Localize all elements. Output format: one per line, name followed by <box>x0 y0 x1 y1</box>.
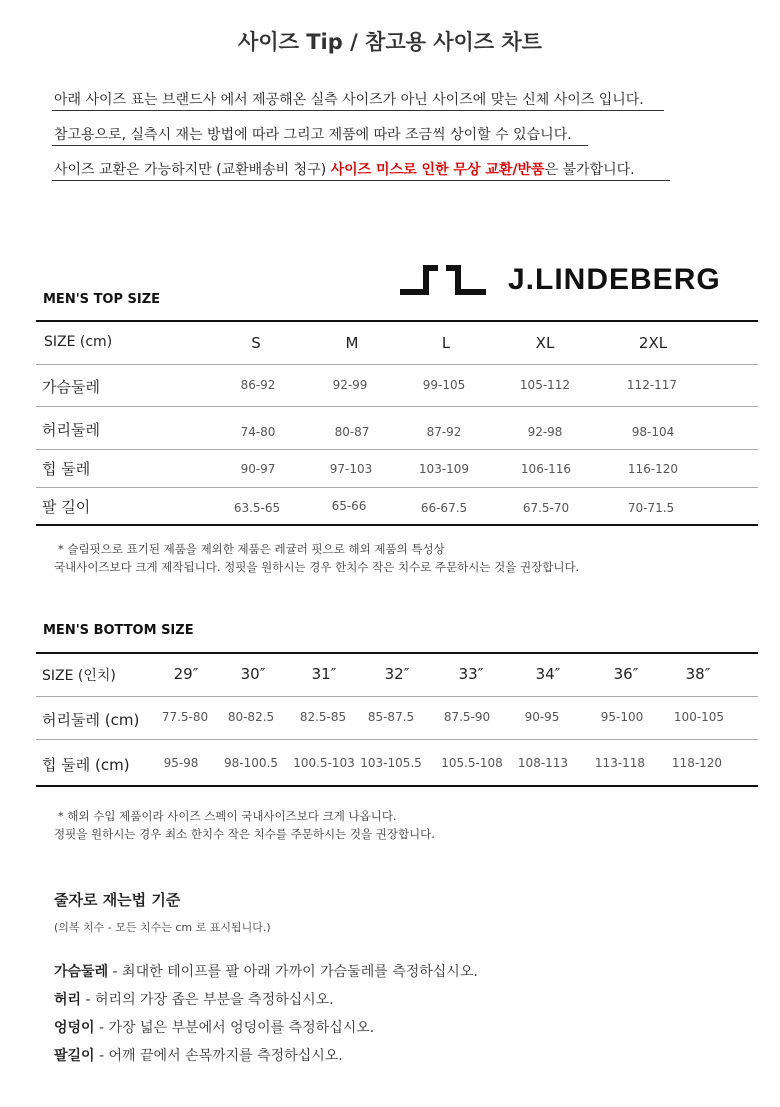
table-cell: 108-113 <box>517 756 569 770</box>
table-cell: 97-103 <box>329 462 373 476</box>
table-cell: 98-100.5 <box>224 756 278 770</box>
top-table-divider <box>36 449 758 450</box>
brand-name: J.LINDEBERG <box>508 263 721 296</box>
table-cell: 99-105 <box>422 378 466 392</box>
bottom-size-29: 29″ <box>173 665 199 683</box>
table-cell: 92-99 <box>332 378 368 392</box>
table-cell: 103-109 <box>418 462 470 476</box>
table-cell: 106-116 <box>520 462 572 476</box>
how-to-term: 엉덩이 <box>54 1020 95 1036</box>
top-row-label-chest: 가슴둘레 <box>42 378 100 396</box>
table-cell: 87.5-90 <box>443 710 491 724</box>
table-cell: 74-80 <box>240 425 276 439</box>
how-to-term: 팔길이 <box>54 1048 95 1064</box>
note-line-3-warning: 사이즈 미스로 인한 무상 교환/반품 <box>330 162 545 178</box>
table-cell: 95-98 <box>163 756 199 770</box>
note-underline-1 <box>52 110 664 111</box>
how-to-title: 줄자로 재는법 기준 <box>54 891 181 909</box>
top-row-label-waist: 허리둘레 <box>42 421 100 439</box>
note-line-3-text-a: 사이즈 교환은 가능하지만 (교환배송비 청구) <box>54 162 331 178</box>
note-underline-2 <box>52 145 588 146</box>
bottom-table-divider <box>36 696 758 697</box>
top-row-label-hip: 힙 둘레 <box>42 460 91 478</box>
top-table-bottom-border <box>36 524 758 526</box>
bottom-footnote-2: 정핏을 원하시는 경우 최소 한치수 작은 치수를 주문하시는 것을 권장합니다. <box>54 827 435 841</box>
how-to-desc: - 어깨 끝에서 손목까지를 측정하십시오. <box>94 1048 343 1064</box>
table-cell: 105-112 <box>519 378 571 392</box>
bottom-footnote-1: * 해외 수입 제품이라 사이즈 스펙이 국내사이즈보다 크게 나옵니다. <box>58 809 397 823</box>
table-cell: 100-105 <box>673 710 725 724</box>
top-footnote-1: * 슬림핏으로 표기된 제품을 제외한 제품은 레귤러 핏으로 해외 제품의 특성상 <box>58 542 445 556</box>
table-cell: 92-98 <box>527 425 563 439</box>
bottom-table-divider <box>36 739 758 740</box>
table-cell: 103-105.5 <box>360 756 422 770</box>
top-table-divider <box>36 364 758 365</box>
how-to-desc: - 가장 넓은 부분에서 엉덩이를 측정하십시오. <box>94 1020 375 1036</box>
bottom-row-label-waist: 허리둘레 (cm) <box>42 711 140 729</box>
bottom-size-33: 33″ <box>458 665 484 683</box>
note-underline-3 <box>52 180 670 181</box>
table-cell: 100.5-103 <box>293 756 355 770</box>
table-cell: 116-120 <box>627 462 679 476</box>
table-cell: 70-71.5 <box>627 501 675 515</box>
bottom-size-30: 30″ <box>240 665 266 683</box>
table-cell: 113-118 <box>594 756 646 770</box>
how-to-term: 허리 <box>54 992 82 1008</box>
table-cell: 87-92 <box>426 425 462 439</box>
top-row-label-sleeve: 팔 길이 <box>42 498 91 516</box>
table-cell: 80-87 <box>334 425 370 439</box>
top-size-section-title: MEN'S TOP SIZE <box>43 292 161 307</box>
table-cell: 90-95 <box>524 710 560 724</box>
how-to-desc: - 허리의 가장 좁은 부분을 측정하십시오. <box>81 992 334 1008</box>
top-size-2xl: 2XL <box>638 334 668 352</box>
page-title: 사이즈 Tip / 참고용 사이즈 차트 <box>238 30 542 54</box>
top-table-top-border <box>36 320 758 322</box>
note-line-1: 아래 사이즈 표는 브랜드사 에서 제공해온 실측 사이즈가 아닌 사이즈에 맞는 신체 사이즈 입니다. <box>54 92 644 108</box>
how-to-term: 가슴둘레 <box>54 964 109 980</box>
note-line-3-text-b: 은 불가합니다. <box>544 162 635 178</box>
top-size-m: M <box>345 334 359 352</box>
bottom-table-bottom-border <box>36 785 758 787</box>
table-cell: 65-66 <box>331 499 367 513</box>
how-to-item-hip <box>54 1017 374 1037</box>
table-cell: 67.5-70 <box>522 501 570 515</box>
table-cell: 105.5-108 <box>441 756 503 770</box>
table-cell: 77.5-80 <box>161 710 209 724</box>
note-line-3 <box>54 159 635 179</box>
top-size-s: S <box>251 334 261 352</box>
table-cell: 86-92 <box>240 378 276 392</box>
bottom-size-32: 32″ <box>384 665 410 683</box>
table-cell: 82.5-85 <box>299 710 347 724</box>
bottom-table-header-label: SIZE (인치) <box>42 668 116 684</box>
bottom-size-34: 34″ <box>535 665 561 683</box>
bottom-size-36: 36″ <box>613 665 639 683</box>
bottom-row-label-hip: 힙 둘레 (cm) <box>42 756 130 774</box>
how-to-subtitle: (의복 치수 - 모든 치수는 cm 로 표시됩니다.) <box>54 921 271 934</box>
table-cell: 90-97 <box>240 462 276 476</box>
top-table-divider <box>36 487 758 488</box>
how-to-item-chest <box>54 961 478 981</box>
how-to-item-sleeve <box>54 1045 343 1065</box>
table-cell: 66-67.5 <box>420 501 468 515</box>
top-table-divider <box>36 406 758 407</box>
bottom-table-top-border <box>36 652 758 654</box>
top-footnote-2: 국내사이즈보다 크게 제작됩니다. 정핏을 원하시는 경우 한치수 작은 치수로 주문하시는 것을 권장합니다. <box>54 560 580 574</box>
top-size-xl: XL <box>535 334 555 352</box>
table-cell: 118-120 <box>671 756 723 770</box>
table-cell: 98-104 <box>631 425 675 439</box>
top-size-l: L <box>441 334 451 352</box>
table-cell: 80-82.5 <box>227 710 275 724</box>
bottom-size-section-title: MEN'S BOTTOM SIZE <box>43 623 194 638</box>
table-cell: 85-87.5 <box>367 710 415 724</box>
how-to-item-waist <box>54 989 334 1009</box>
bottom-size-38: 38″ <box>685 665 711 683</box>
jl-logo-icon <box>398 264 488 296</box>
table-cell: 63.5-65 <box>233 501 281 515</box>
bottom-size-31: 31″ <box>311 665 337 683</box>
table-cell: 112-117 <box>626 378 678 392</box>
top-table-header-label: SIZE (cm) <box>44 334 113 350</box>
how-to-desc: - 최대한 테이프를 팔 아래 가까이 가슴둘레를 측정하십시오. <box>108 964 478 980</box>
note-line-2: 참고용으로, 실측시 재는 방법에 따라 그리고 제품에 따라 조금씩 상이할 수 있습니다. <box>54 127 572 143</box>
table-cell: 95-100 <box>600 710 644 724</box>
